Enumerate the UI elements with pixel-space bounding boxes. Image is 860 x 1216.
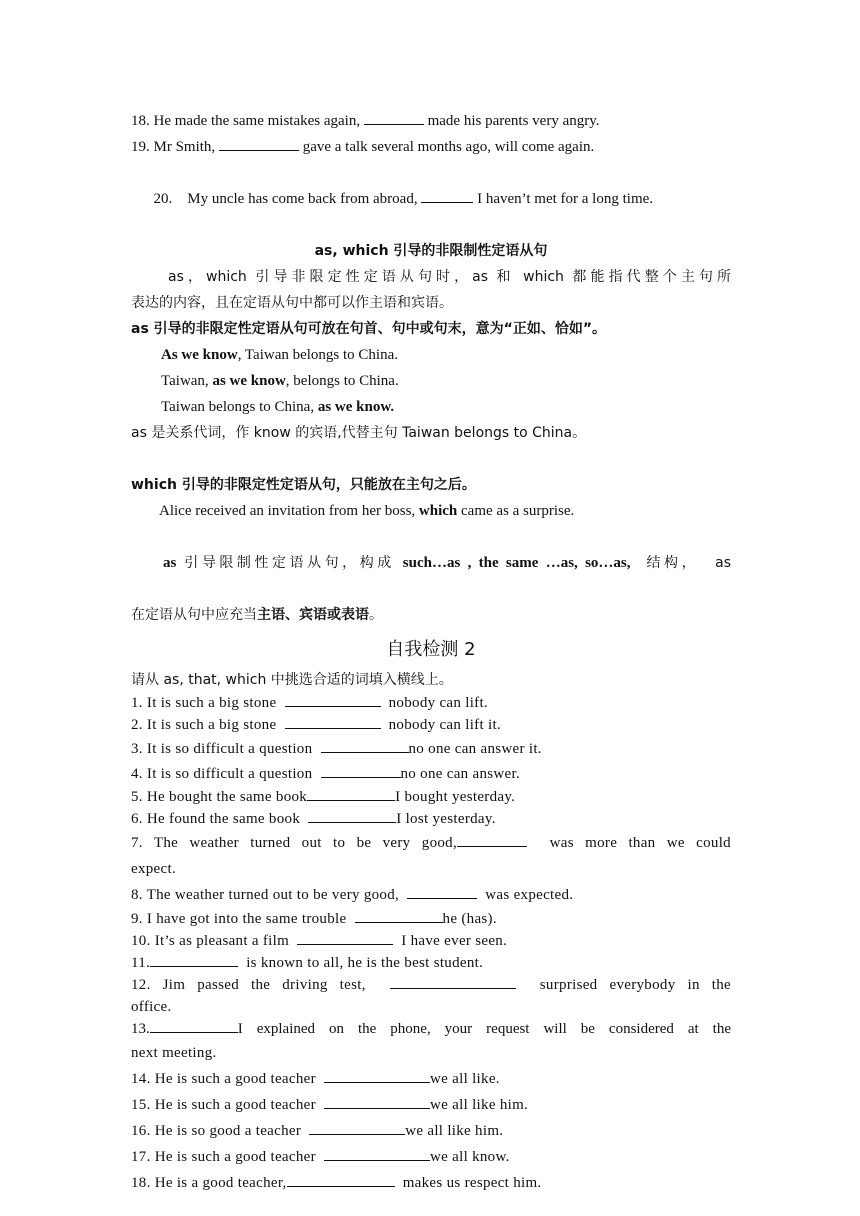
answer-blank[interactable] bbox=[308, 808, 396, 823]
as-example-3: Taiwan belongs to China, as we know. bbox=[161, 399, 395, 415]
as-rule: as 引导的非限定性定语从句可放在句首、句中或句末，意为“正如、恰如”。 bbox=[131, 321, 607, 337]
quiz-instruction: 请从 as, that, which 中挑选合适的词填入横线上。 bbox=[131, 672, 453, 688]
answer-blank[interactable] bbox=[150, 1018, 238, 1033]
answer-blank[interactable] bbox=[321, 763, 401, 778]
answer-blank[interactable] bbox=[324, 1094, 430, 1109]
quiz-item: 6. He found the same book I lost yesterday. bbox=[131, 808, 731, 830]
quiz-item: 16. He is so good a teacher we all like him. bbox=[131, 1118, 731, 1144]
answer-blank[interactable] bbox=[297, 930, 393, 945]
answer-blank[interactable] bbox=[421, 188, 473, 203]
quiz-item: 12. Jim passed the driving test, surprised everybody in the bbox=[131, 974, 731, 996]
quiz-item: 13. I explained on the phone, your request will be considered at the bbox=[131, 1018, 731, 1040]
quiz-item: 9. I have got into the same trouble he (has). bbox=[131, 908, 731, 930]
quiz-item: 14. He is such a good teacher we all like. bbox=[131, 1066, 731, 1092]
quiz-item-continuation: expect. bbox=[131, 861, 176, 877]
answer-blank[interactable] bbox=[150, 952, 238, 967]
exercise-item: 18. He made the same mistakes again, made his parents very angry. bbox=[131, 108, 731, 134]
section-heading: as, which 引导的非限制性定语从句 bbox=[314, 243, 548, 259]
which-example: Alice received an invitation from her boss, which came as a surprise. bbox=[159, 503, 575, 519]
quiz-item-continuation: next meeting. bbox=[131, 1045, 217, 1061]
as-example-1: As we know, Taiwan belongs to China. bbox=[161, 347, 399, 363]
quiz-item: 15. He is such a good teacher we all like him. bbox=[131, 1092, 731, 1118]
quiz-item: 1. It is such a big stone nobody can lift. bbox=[131, 692, 731, 714]
quiz-item: 5. He bought the same book I bought yesterday. bbox=[131, 786, 731, 808]
as-example-2: Taiwan, as we know, belongs to China. bbox=[161, 373, 399, 389]
intro-paragraph-line1: as，which 引导非限定性定语从句时，as 和 which 都能指代整个主句所 bbox=[168, 269, 731, 285]
answer-blank[interactable] bbox=[407, 884, 477, 899]
spacer bbox=[131, 446, 731, 472]
exercise-item: 20. My uncle has come back from abroad, I haven’t met for a long time. bbox=[131, 160, 731, 238]
answer-blank[interactable] bbox=[285, 714, 381, 729]
answer-blank[interactable] bbox=[287, 1172, 395, 1187]
answer-blank[interactable] bbox=[355, 908, 443, 923]
answer-blank[interactable] bbox=[219, 136, 299, 151]
quiz-item: 10. It’s as pleasant a film I have ever seen. bbox=[131, 930, 731, 952]
answer-blank[interactable] bbox=[390, 974, 516, 989]
limit-rule-line1: as 引导限制性定语从句，构成 such…as , the same …as, so…as, 结构， as bbox=[162, 555, 731, 571]
quiz-item: 2. It is such a big stone nobody can lift it. bbox=[131, 714, 731, 736]
answer-blank[interactable] bbox=[307, 786, 395, 801]
quiz-list bbox=[131, 692, 731, 1196]
quiz-item-continuation: office. bbox=[131, 999, 172, 1015]
answer-blank[interactable] bbox=[364, 110, 424, 125]
quiz-item: 3. It is so difficult a question no one can answer it. bbox=[131, 736, 731, 762]
answer-blank[interactable] bbox=[309, 1120, 405, 1135]
top-exercise-list bbox=[131, 108, 731, 238]
quiz-title: 自我检测 2 bbox=[386, 639, 476, 660]
answer-blank[interactable] bbox=[321, 738, 409, 753]
quiz-item: 11. is known to all, he is the best student. bbox=[131, 952, 731, 974]
quiz-item: 7. The weather turned out to be very good, was more than we could bbox=[131, 830, 731, 856]
quiz-item: 4. It is so difficult a question no one can answer. bbox=[131, 762, 731, 786]
quiz-item: 18. He is a good teacher, makes us respect him. bbox=[131, 1170, 731, 1196]
answer-blank[interactable] bbox=[285, 692, 381, 707]
answer-blank[interactable] bbox=[324, 1068, 430, 1083]
answer-blank[interactable] bbox=[457, 832, 527, 847]
document-page bbox=[131, 108, 731, 1196]
quiz-item: 17. He is such a good teacher we all know. bbox=[131, 1144, 731, 1170]
as-note: as 是关系代词，作 know 的宾语,代替主句 Taiwan belongs to China。 bbox=[131, 425, 587, 441]
intro-paragraph-line2: 表达的内容，且在定语从句中都可以作主语和宾语。 bbox=[131, 295, 453, 311]
exercise-item: 19. Mr Smith, gave a talk several months ago, will come again. bbox=[131, 134, 731, 160]
quiz-item: 8. The weather turned out to be very good, was expected. bbox=[131, 882, 731, 908]
which-rule: which 引导的非限定性定语从句，只能放在主句之后。 bbox=[131, 477, 476, 493]
answer-blank[interactable] bbox=[324, 1146, 430, 1161]
limit-rule-line2: 在定语从句中应充当主语、宾语或表语。 bbox=[131, 607, 383, 623]
